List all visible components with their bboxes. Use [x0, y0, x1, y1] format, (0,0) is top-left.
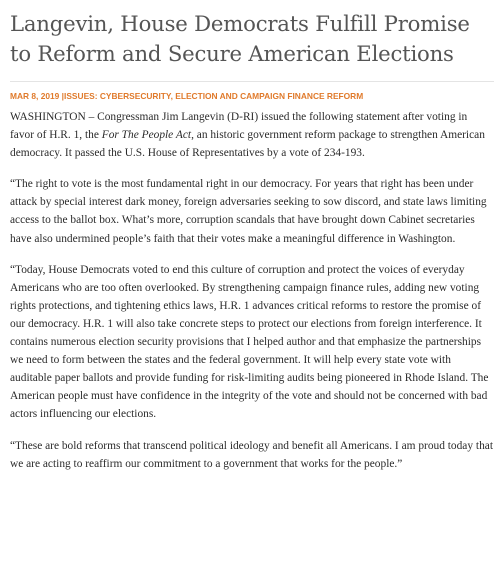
title-divider: [10, 81, 494, 82]
paragraph-quote-1: “The right to vote is the most fundamental right in our democracy. For years that right has been under attack by special interest dark money, foreign adversaries seeking to sow discord, and state laws limiting access to the ballot box. What’s more, corruption scandals that have brought down Cabinet secretaries have also undermined people’s faith that their votes make a meaningful difference in Washington.: [10, 178, 487, 245]
article-meta: [10, 90, 494, 102]
intro-text-end: , an historic government reform package to strengthen American democracy. It passed the U.S. House of Representatives by a vote of 234-193.: [10, 129, 485, 160]
article-body: [10, 108, 494, 473]
issues-link[interactable]: ISSUES: CYBERSECURITY, ELECTION AND CAMPAIGN FINANCE REFORM: [64, 91, 364, 101]
intro-text-start: WASHINGTON – Congressman Jim Langevin (D-RI) issued the following statement after voting in favor of H.R. 1, the: [10, 111, 468, 142]
paragraph-intro: [10, 108, 494, 162]
publish-date: MAR 8, 2019: [10, 91, 60, 101]
paragraph-quote-3: “These are bold reforms that transcend political ideology and benefit all Americans. I am proud today that we are acting to reaffirm our commitment to a government that works for the people.”: [10, 439, 493, 470]
press-release-article: [10, 9, 494, 486]
meta-separator: |: [61, 91, 65, 101]
article-title: Langevin, House Democrats Fulfill Promise to Reform and Secure American Elections: [10, 11, 470, 66]
paragraph-quote-2: “Today, House Democrats voted to end this culture of corruption and protect the voices of everyday Americans who are too often overlooked. By strengthening campaign finance rules, adding new voting rights protections, and tightening ethics laws, H.R. 1 advances critical reforms to restore the promise of our democracy. H.R. 1 will also take concrete steps to protect our elections from foreign interference. It contains numerous election security provisions that I helped author and that emphasize the partnerships we need to form between the states and the federal government. It will help every state vote with auditable paper ballots and provide funding for risk-limiting audits being pioneered in Rhode Island. The American people must have confidence in the integrity of the vote and should not be concerned with bad actors influencing our elections.: [10, 263, 489, 421]
bill-name: For The People Act: [101, 129, 192, 142]
